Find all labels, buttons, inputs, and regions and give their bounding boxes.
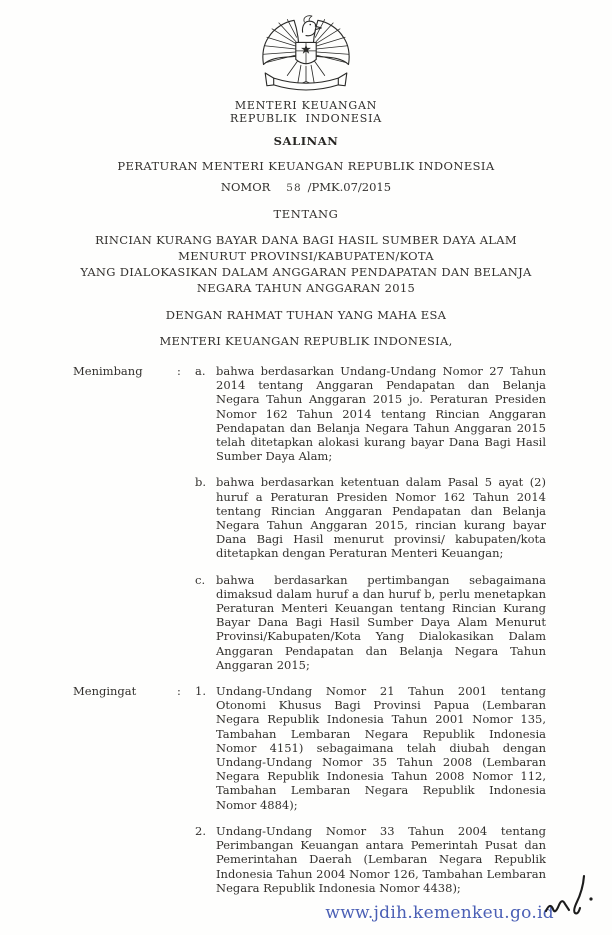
footer-watermark-url: www.jdih.kemenkeu.go.id: [325, 903, 554, 923]
considering-item-c: [73, 573, 546, 672]
considering-text-c: bahwa berdasarkan pertimbangan sebagaimana dimaksud dalam huruf a dan huruf b, perlu menetapkan Peraturan Menteri Keuangan tentang Rincian Kurang Bayar Dana Bagi Hasil Sumber Daya Alam Menurut Provinsi/Kabupaten/Kota Yang Dialokasikan Dalam Anggaran Pendapatan dan Belanja Negara Tahun Anggaran 2015;: [216, 572, 546, 672]
recalling-item-2: [73, 824, 546, 895]
recalling-marker-2: 2.: [195, 823, 206, 838]
considering-text-a: bahwa berdasarkan Undang-Undang Nomor 27 Tahun 2014 tentang Anggaran Pendapatan dan Belanja Negara Tahun Anggaran 2015 jo. Peraturan Presiden Nomor 162 Tahun 2014 tentang Rincian Anggaran Pendapatan dan Belanja Negara Tahun Anggaran 2015 telah ditetapkan alokasi kurang bayar Dana Bagi Hasil Sumber Daya Alam;: [216, 364, 546, 464]
document-body: [73, 364, 546, 895]
recalling-item-1: [73, 684, 546, 812]
title-line-3: YANG DIALOKASIKAN DALAM ANGGARAN PENDAPATAN DAN BELANJA: [80, 265, 532, 279]
considering-marker-a: a.: [195, 364, 206, 378]
garuda-pancasila-emblem: [255, 13, 357, 99]
recalling-text-1: Undang-Undang Nomor 21 Tahun 2001 tentang Otonomi Khusus Bagi Provinsi Papua (Lembaran Negara Republik Indonesia Tahun 2001 Nomor 135, Tambahan Lembaran Negara Republik Indonesia Nomor 4151) sebagaimana telah diubah dengan Undang-Undang Nomor 35 Tahun 2008 (Lembaran Negara Republik Indonesia Tahun 2008 Nomor 112, Tambahan Lembaran Negara Republik Indonesia Nomor 4884);: [216, 684, 546, 812]
recalling-marker-1: 1.: [195, 684, 206, 699]
recalling-text-2: Undang-Undang Nomor 33 Tahun 2004 tentang Perimbangan Keuangan antara Pemerintah Pusat dan Pemerintahan Daerah (Lembaran Negara Republik Indonesia Tahun 2004 Nomor 126, Tambahan Lembaran Negara Republik Indonesia Nomor 4438);: [216, 823, 546, 895]
regulation-number-line: [0, 180, 612, 194]
invocation-line: DENGAN RAHMAT TUHAN YANG MAHA ESA: [165, 308, 447, 322]
considering-label: Menimbang: [73, 364, 143, 378]
ministry-name-line1: MENTERI KEUANGAN: [234, 99, 378, 112]
considering-item-b: [73, 475, 546, 560]
title-line-1: RINCIAN KURANG BAYAR DANA BAGI HASIL SUMBER DAYA ALAM: [95, 233, 517, 247]
considering-text-b: bahwa berdasarkan ketentuan dalam Pasal 5 ayat (2) huruf a Peraturan Presiden Nomor 162 Tahun 2014 tentang Rincian Anggaran Pendapatan dan Belanja Negara Tahun Anggaran 2015, rincian kurang bayar Dana Bagi Hasil menurut provinsi/ kabupaten/kota ditetapkan dengan Peraturan Menteri Keuangan;: [216, 475, 546, 561]
considering-colon: :: [177, 364, 181, 378]
document-header: [0, 0, 612, 348]
title-line-4: NEGARA TAHUN ANGGARAN 2015: [196, 281, 416, 295]
copy-label: SALINAN: [273, 134, 339, 148]
title-line-2: MENURUT PROVINSI/KABUPATEN/KOTA: [178, 249, 434, 263]
considering-marker-c: c.: [195, 572, 206, 587]
number-label: NOMOR: [220, 180, 271, 194]
regulation-title: [0, 232, 612, 296]
handwritten-initials: [540, 865, 598, 931]
ministry-name-line2: REPUBLIK INDONESIA: [230, 112, 382, 125]
regulation-heading: PERATURAN MENTERI KEUANGAN REPUBLIK INDONESIA: [117, 159, 495, 173]
number-value: 58: [286, 182, 302, 194]
issuer-line: MENTERI KEUANGAN REPUBLIK INDONESIA,: [159, 334, 453, 348]
emblem-wrap: [0, 13, 612, 99]
recalling-colon: :: [177, 684, 181, 699]
about-label: TENTANG: [273, 207, 339, 221]
recalling-label: Mengingat: [73, 684, 137, 699]
considering-item-a: [73, 364, 546, 463]
number-suffix: /PMK.07/2015: [307, 180, 392, 194]
considering-marker-b: b.: [195, 475, 207, 490]
